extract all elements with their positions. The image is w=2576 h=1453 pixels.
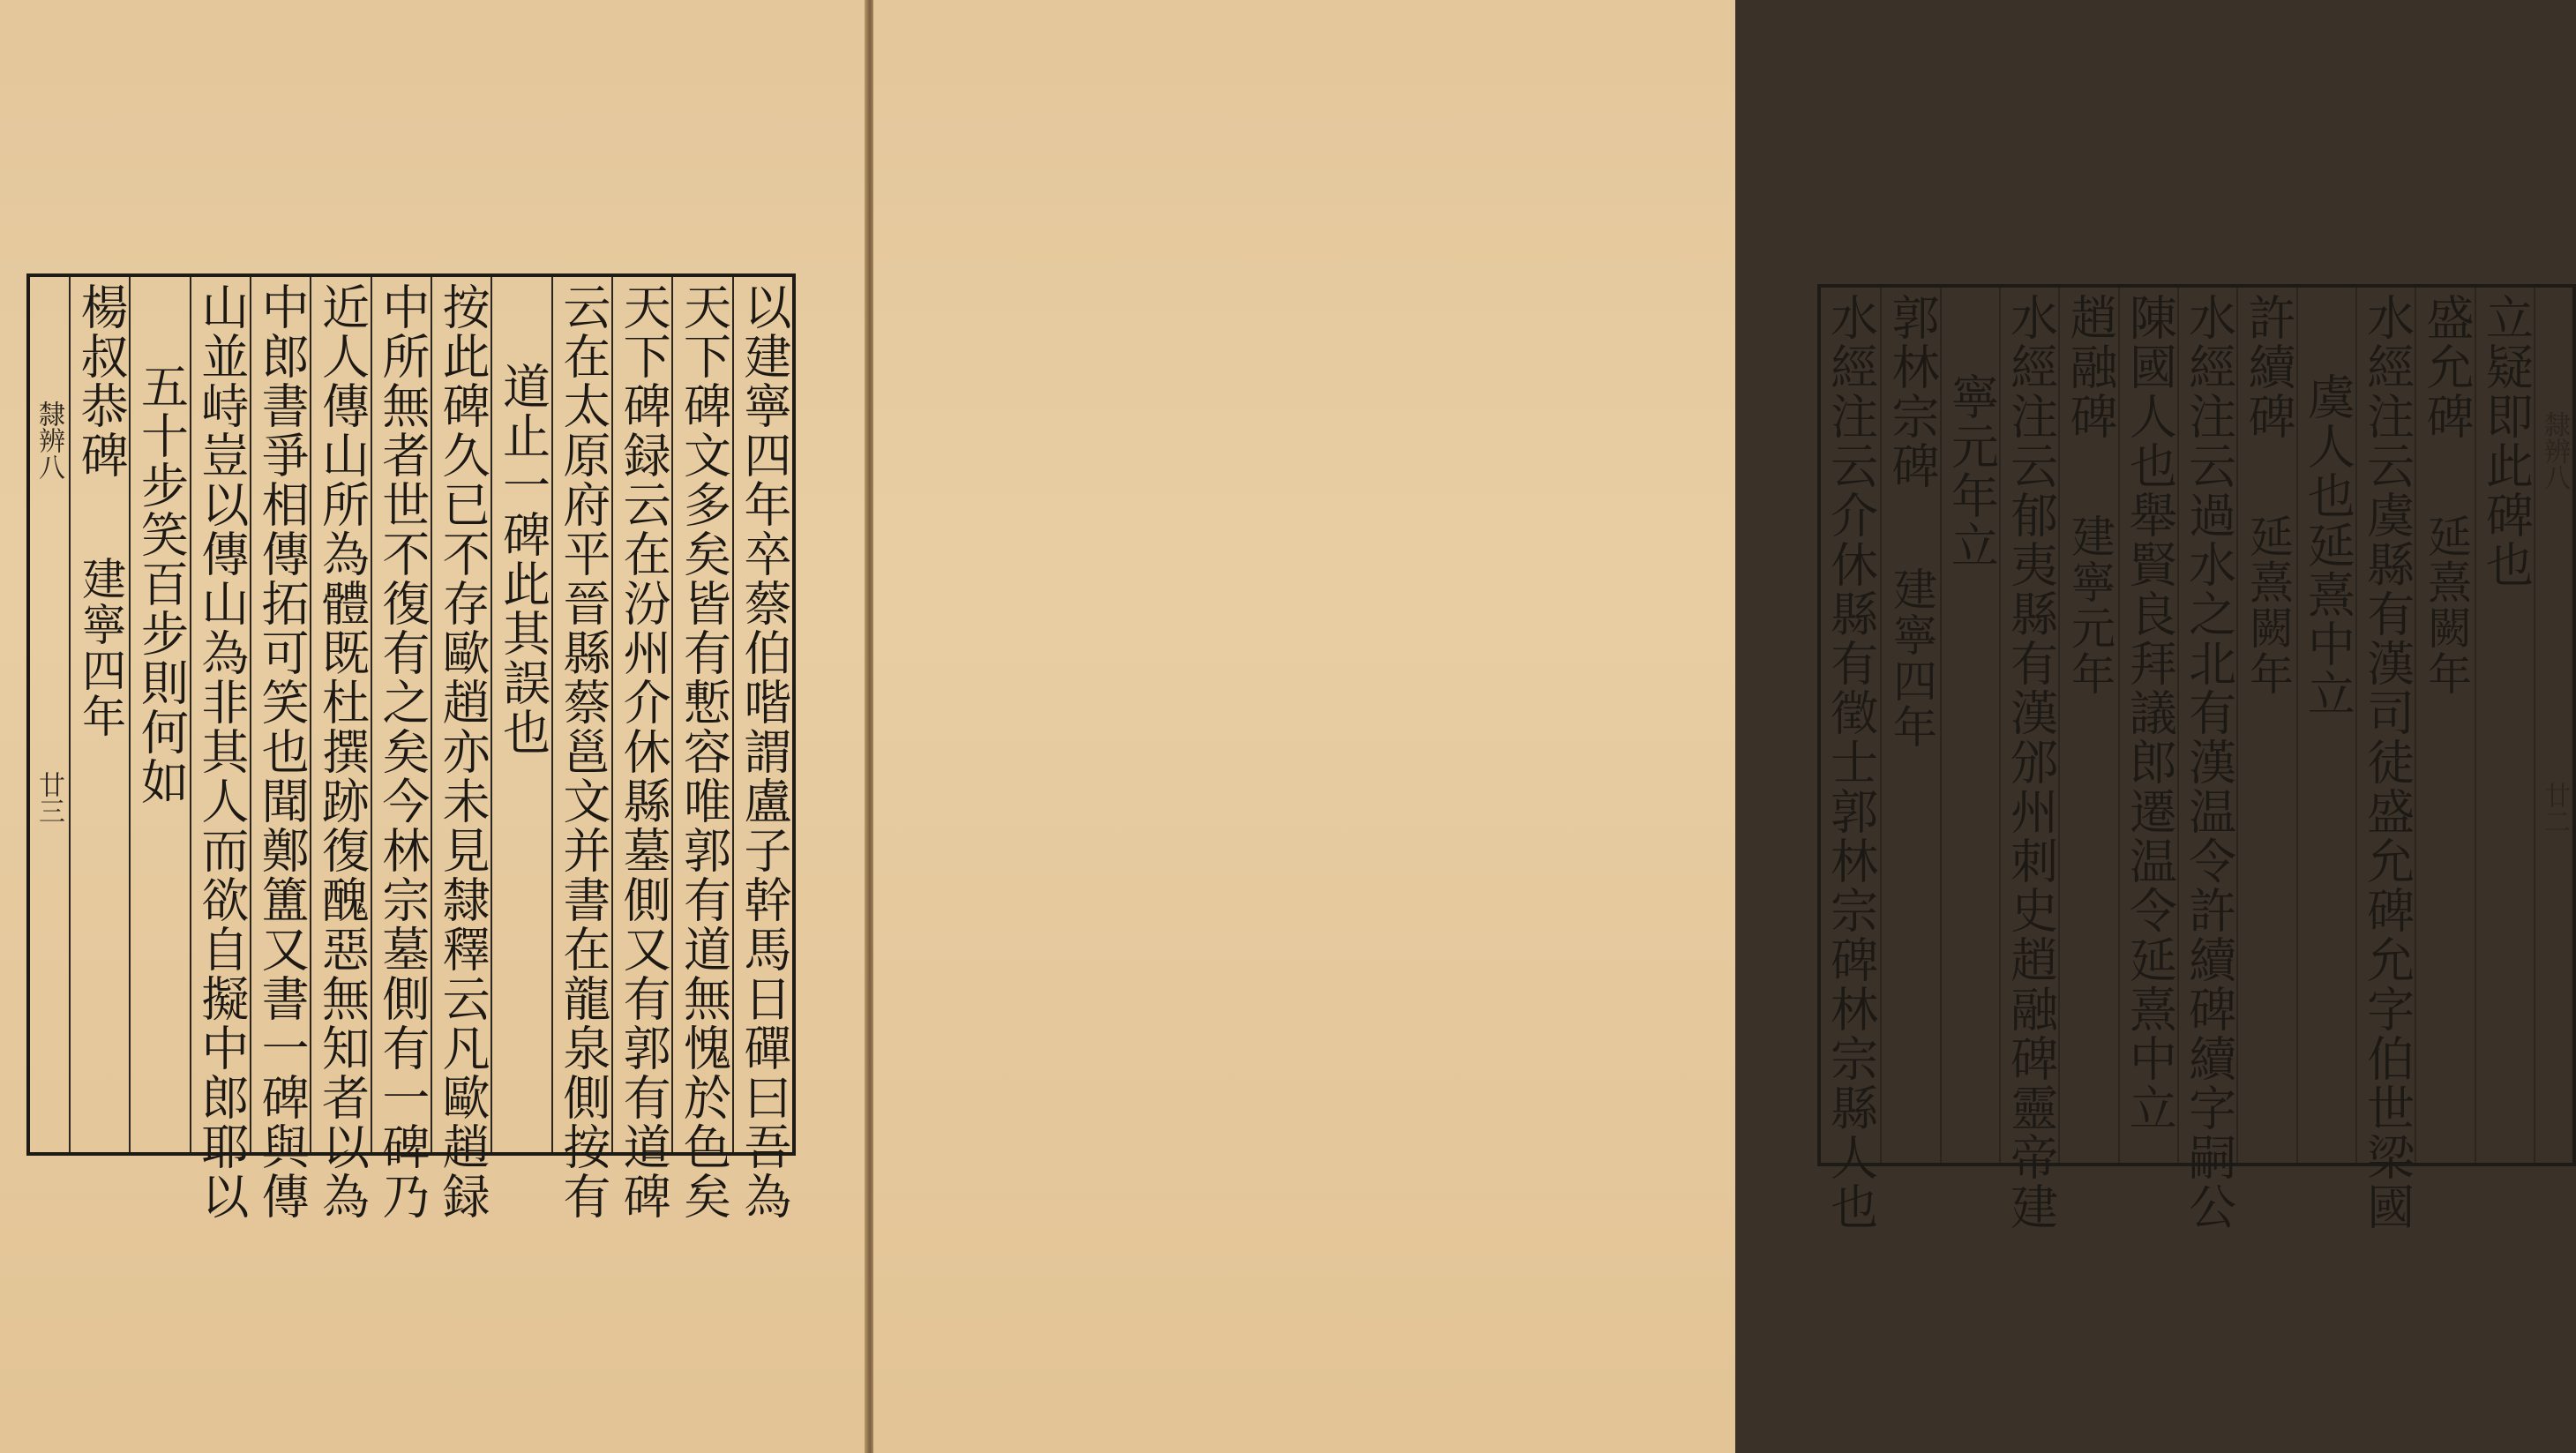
column-text: 天下碑文多矣皆有慙容唯郭有道無愧於色矣	[676, 282, 732, 1221]
column-text: 水經注云郁夷縣有漢邠州刺史趙融碑靈帝建	[2003, 293, 2059, 1232]
text-column	[1880, 288, 1939, 1163]
text-column	[310, 277, 371, 1221]
text-column	[2475, 288, 2534, 1163]
text-column	[2355, 288, 2415, 1232]
column-text: 陳國人也舉賢良拜議郎遷温令延熹中立	[2122, 293, 2178, 1133]
column-text: 以建寧四年卒蔡伯喈謂盧子幹馬日磾曰吾為	[736, 282, 792, 1221]
column-date-note: 建寧四年	[1885, 566, 1937, 750]
text-column	[2415, 288, 2474, 1163]
column-date-note: 建寧四年	[75, 556, 127, 739]
column-text: 盛允碑	[2418, 293, 2475, 441]
column-text: 許續碑	[2240, 293, 2296, 441]
margin-book-title: 隸辨八	[2539, 411, 2570, 491]
text-column	[2177, 288, 2237, 1232]
column-text: 楊叔恭碑	[73, 282, 130, 480]
left-text-frame	[26, 273, 796, 1221]
column-text: 中所無者世不復有之矣今林宗墓側有一碑乃	[374, 282, 431, 1221]
column-text: 水經注云過水之北有漢温令許續碑續字嗣公	[2181, 293, 2237, 1232]
column-date-note: 延熹闕年	[2420, 513, 2472, 697]
column-text: 水經注云介休縣有徵士郭林宗碑林宗縣人也	[1823, 293, 1879, 1232]
column-text: 山並峙豈以傳山為非其人而欲自擬中郎耶以	[193, 282, 250, 1221]
column-text: 天下碑録云在汾州介休縣墓側又有郭有道碑	[616, 282, 672, 1221]
column-text: 道止一碑此其誤也	[495, 362, 551, 757]
text-column	[69, 277, 129, 1152]
text-column	[190, 277, 250, 1221]
text-column	[1940, 288, 1999, 1163]
column-text: 寧元年立	[1943, 372, 2000, 570]
column-text: 水經注云虞縣有漢司徒盛允碑允字伯世梁國	[2359, 293, 2415, 1232]
column-date-note: 延熹闕年	[2242, 513, 2294, 697]
text-column	[671, 277, 732, 1221]
column-text: 立疑即此碑也	[2478, 293, 2535, 589]
margin-book-title: 隸辨八	[34, 401, 64, 480]
left-page	[0, 0, 868, 1453]
column-text: 趙融碑	[2062, 293, 2118, 441]
text-column	[490, 277, 550, 1152]
column-text: 郭林宗碑	[1883, 293, 1940, 491]
text-column	[2118, 288, 2177, 1163]
text-column	[1821, 288, 1880, 1232]
right-page	[873, 0, 2570, 1453]
text-column	[2236, 288, 2295, 1163]
text-column	[732, 277, 792, 1221]
margin-page-number: 廿二	[2539, 782, 2570, 835]
column-text: 中郎書爭相傳拓可笑也聞鄭簠又書一碑與傳	[254, 282, 311, 1221]
text-column	[129, 277, 189, 1152]
column-text: 五十步笑百步則何如	[133, 362, 190, 806]
text-column	[2296, 288, 2355, 1163]
text-column	[250, 277, 311, 1221]
column-text: 虞人也延熹中立	[2300, 372, 2356, 718]
text-column	[551, 277, 611, 1221]
right_page-margin-strip	[2534, 288, 2574, 1163]
column-text: 云在太原府平晉縣蔡邕文并書在龍泉側按有	[555, 282, 611, 1221]
text-column	[371, 277, 431, 1221]
margin-page-number: 廿三	[34, 771, 64, 824]
column-text: 近人傳山所為體既杜撰跡復醜惡無知者以為	[314, 282, 371, 1221]
left_page-margin-strip	[30, 277, 71, 1152]
column-date-note: 建寧元年	[2063, 513, 2115, 697]
text-column	[431, 277, 491, 1221]
column-text: 按此碑久已不存歐趙亦未見隸釋云凡歐趙録	[435, 282, 491, 1221]
text-column	[611, 277, 672, 1221]
text-column	[1999, 288, 2059, 1232]
right-text-frame	[1817, 284, 2576, 1232]
text-column	[2058, 288, 2117, 1163]
